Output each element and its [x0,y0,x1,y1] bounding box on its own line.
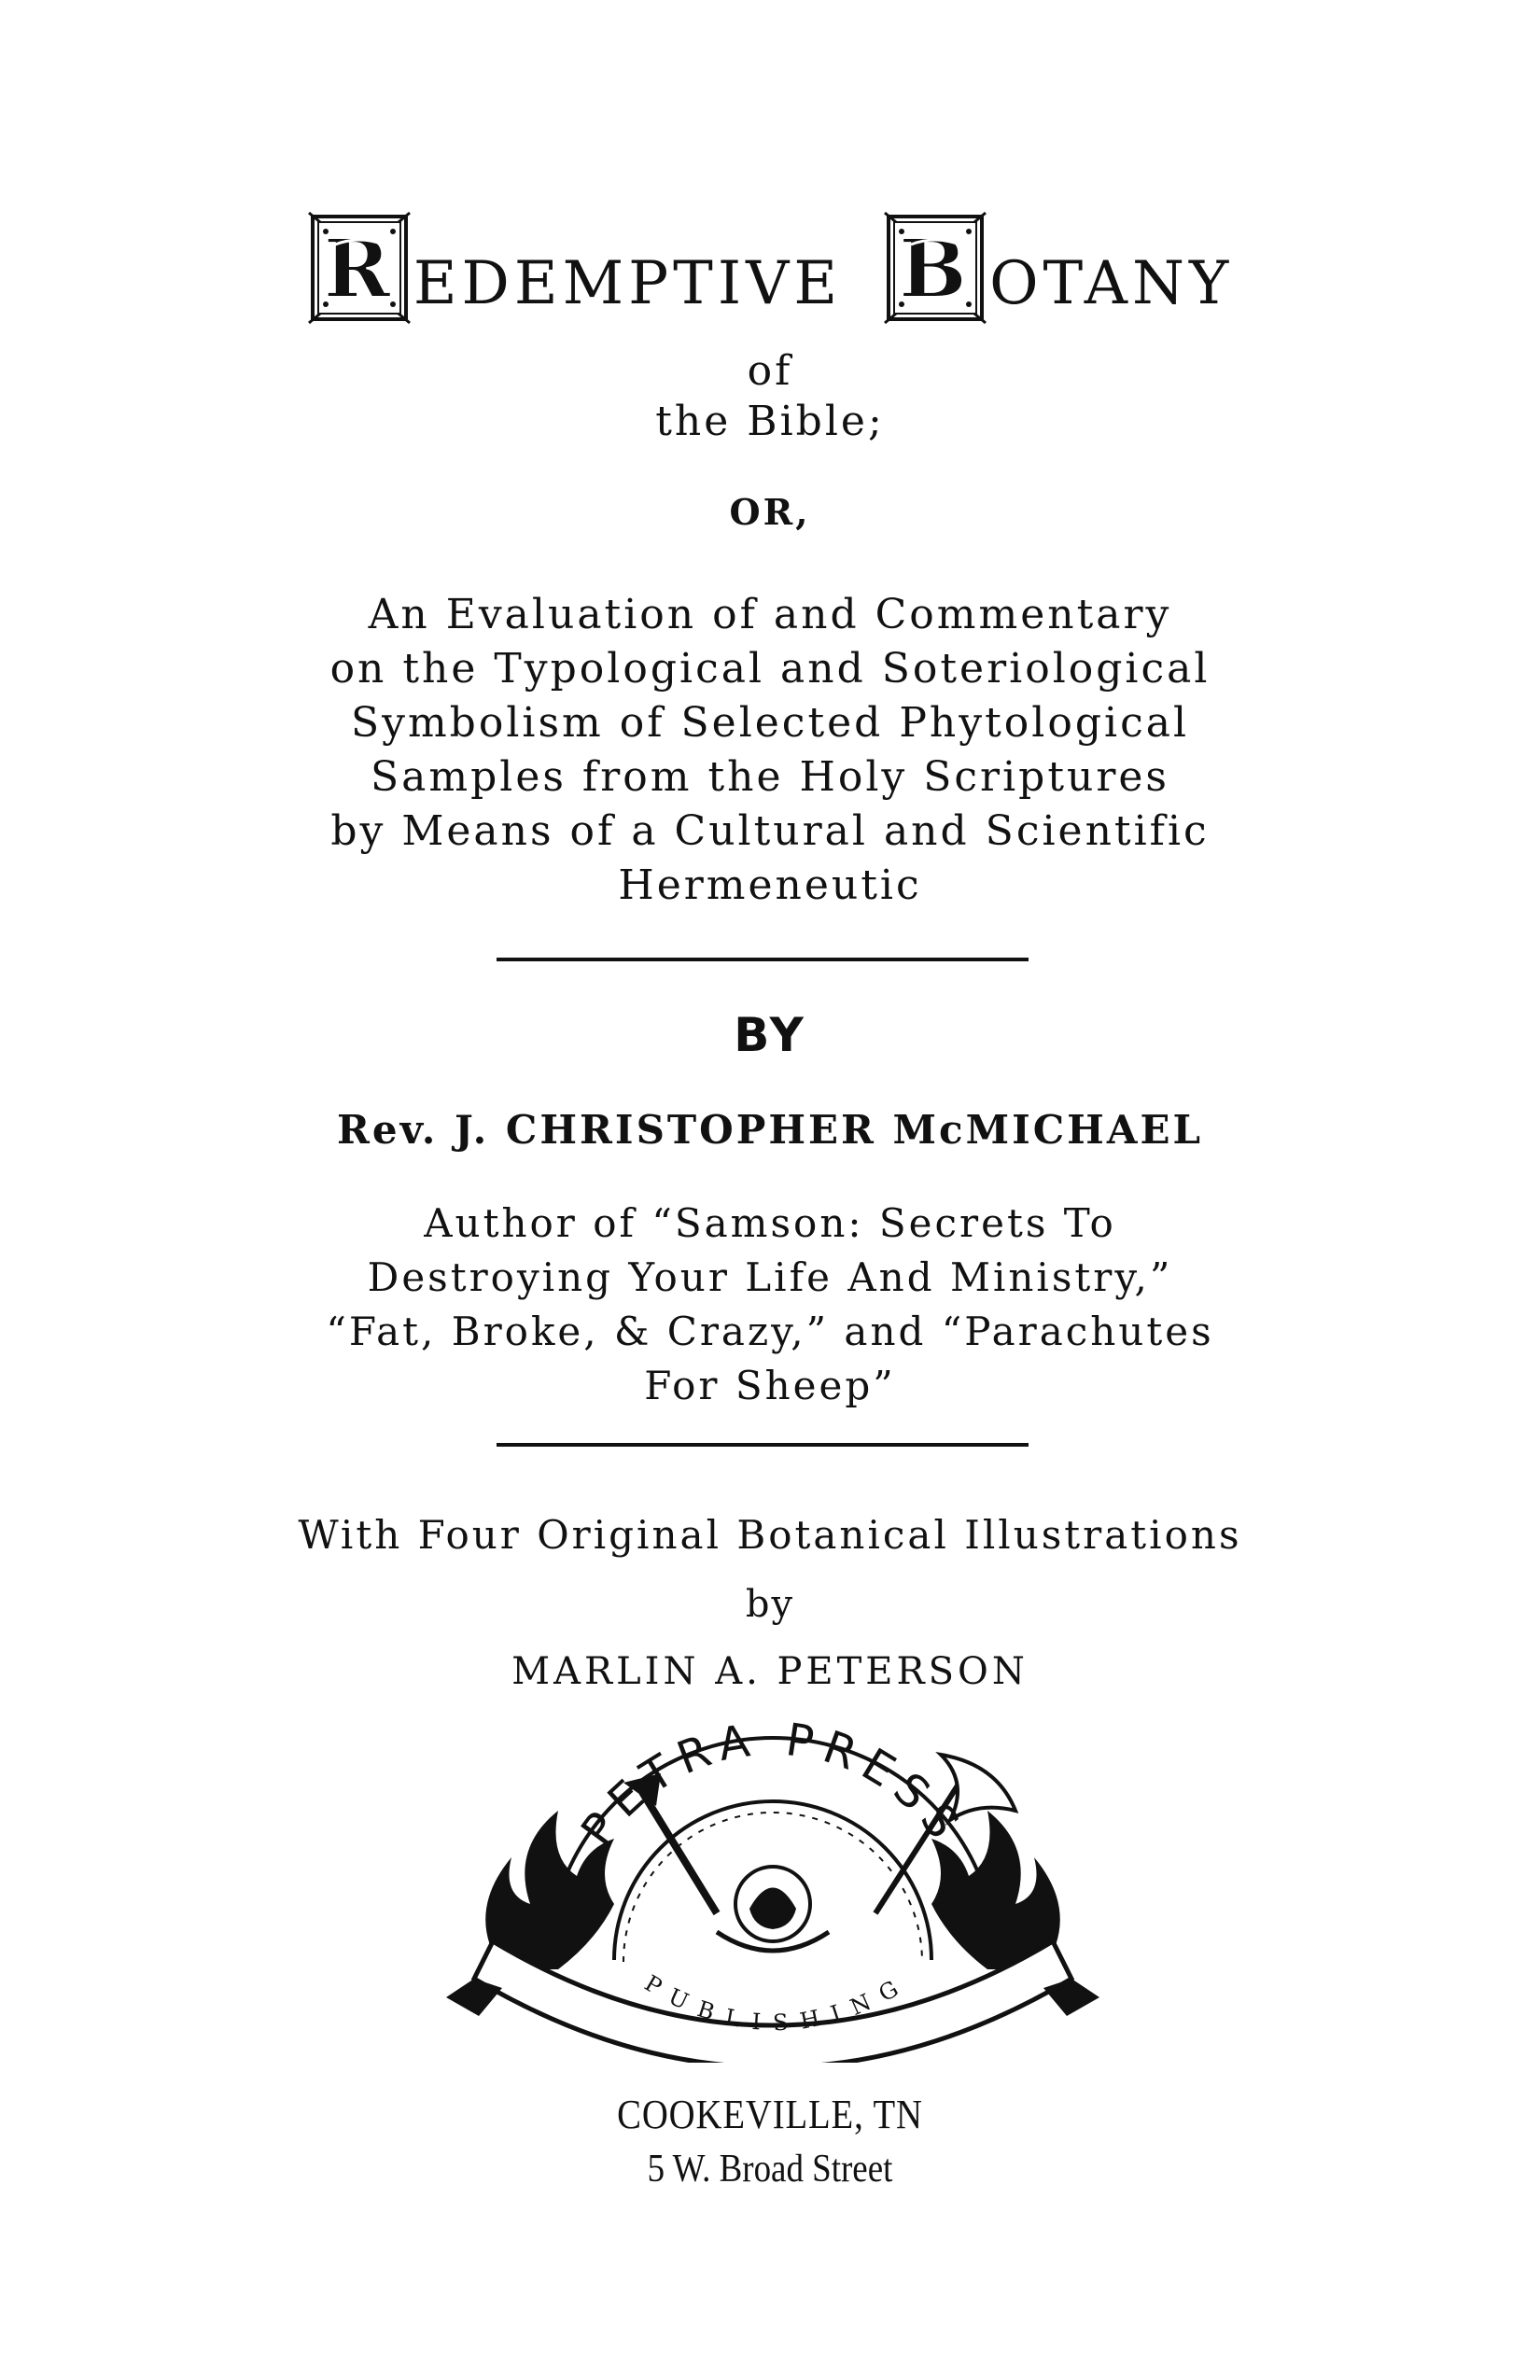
other-works-line: For Sheep” [644,1363,896,1408]
description-line: on the Typological and Soteriological [329,645,1211,693]
initial-r-letter: R [323,222,396,316]
logo-sub: PUBLISHING [639,1968,915,2037]
publisher-city: COOKEVILLE, TN [617,2092,923,2137]
ornate-initial-r [307,207,412,329]
other-works [0,1197,1540,1413]
description-line: Hermeneutic [618,861,922,909]
description-line: by Means of a Cultural and Scientific [330,807,1210,855]
ornate-initial-b [883,207,987,329]
svg-text:PETRA PRESS [571,1717,974,1855]
logo-name: PETRA PRESS [570,1717,974,1856]
subtitle-or: OR, [729,491,811,533]
publisher-street: 5 W. Broad Street [647,2148,893,2191]
title-word-2: OTANY [989,249,1234,318]
divider-rule [497,958,1029,961]
title-word-1: EDEMPTIVE [413,249,843,318]
subtitle-of: of [747,347,793,395]
description-line: Samples from the Holy Scriptures [370,753,1169,801]
book-title [0,207,1540,338]
initial-b-letter: B [899,222,972,316]
subtitle-bible: the Bible; [655,398,885,445]
illustrations-by: by [745,1583,795,1626]
illustrator-name: MARLIN A. PETERSON [511,1650,1029,1693]
byline-by: BY [734,1008,806,1062]
other-works-line: “Fat, Broke, & Crazy,” and “Parachutes [326,1309,1214,1354]
description-line: An Evaluation of and Commentary [368,591,1172,638]
other-works-line: Destroying Your Life And Ministry,” [367,1254,1173,1300]
author-name: Rev. J. CHRISTOPHER McMICHAEL [337,1107,1203,1153]
description [0,588,1540,913]
divider-rule [497,1443,1029,1447]
banner-helmet-quill-logo-icon [437,1717,1109,2063]
publisher-logo [437,1717,1109,2063]
description-line: Symbolism of Selected Phytological [350,699,1190,747]
illustrations-line: With Four Original Botanical Illustrations [298,1512,1242,1558]
other-works-line: Author of “Samson: Secrets To [424,1200,1116,1246]
